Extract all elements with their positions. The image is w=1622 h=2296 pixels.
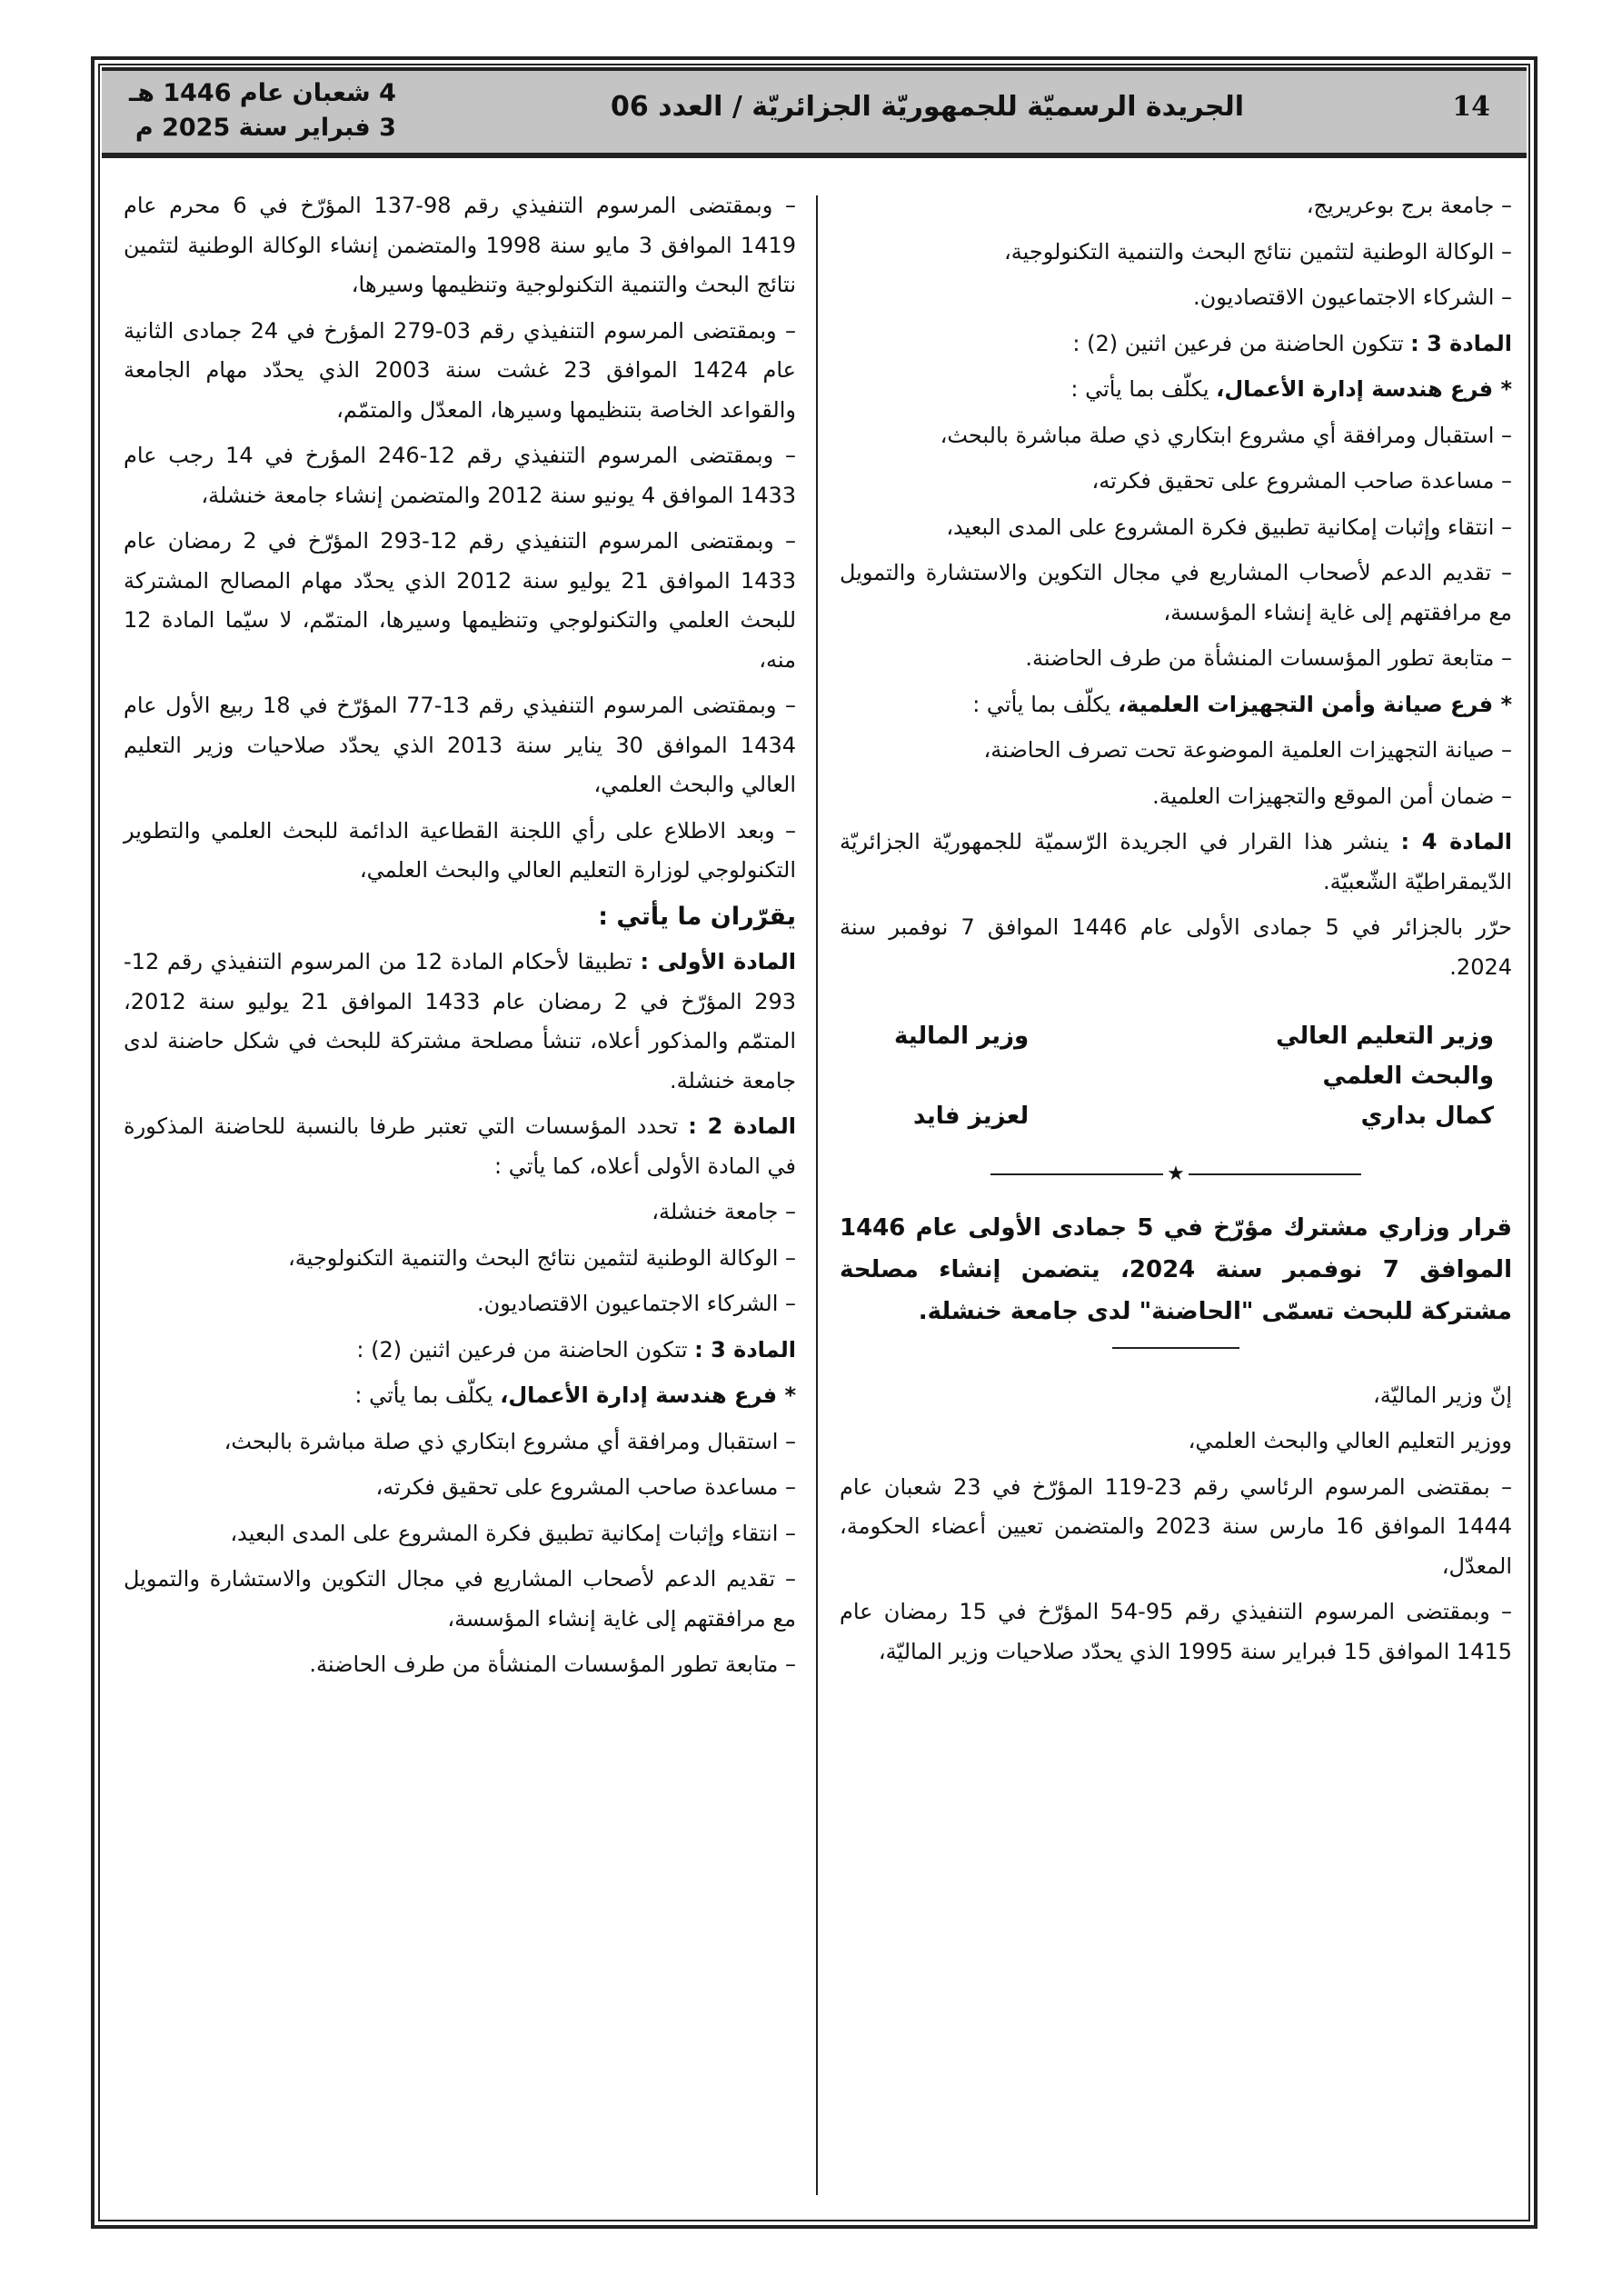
paragraph: [840, 416, 1512, 456]
paragraph-text: – مساعدة صاحب المشروع على تحقيق فكرته،: [1091, 468, 1512, 494]
paragraph: [840, 1592, 1512, 1672]
paragraph: [840, 639, 1512, 679]
paragraph: [840, 186, 1512, 226]
gazette-title: الجريدة الرسميّة للجمهوريّة الجزائريّة / العدد 06: [611, 91, 1245, 123]
paragraph: [124, 186, 796, 305]
paragraph-text: – صيانة التجهيزات العلمية الموضوعة تحت تصرف الحاضنة،: [983, 737, 1512, 763]
paragraph-text: تحدد المؤسسات التي تعتبر طرفا بالنسبة للحاضنة المذكورة في المادة الأولى أعلاه، كما يأتي :: [124, 1113, 796, 1179]
column-divider: [816, 195, 818, 2195]
paragraph-text: – مساعدة صاحب المشروع على تحقيق فكرته،: [375, 1474, 796, 1500]
minister-title: وزير التعليم العالي والبحث العلمي: [1276, 1023, 1494, 1090]
article-label: المادة 2 :: [688, 1113, 796, 1139]
signatures: [894, 1016, 1494, 1136]
paragraph-text: – وبمقتضى المرسوم التنفيذي رقم 12-293 المؤرّخ في 2 رمضان عام 1433 الموافق 21 يوليو سنة 2012 الذي يحدّد مهام المصالح المشتركة للبحث العلمي والتكنولوجي وتنظيمها وسيرها، المتمّم، لا سيّما المادة 12 منه،: [124, 528, 797, 673]
left-column: [124, 186, 796, 1692]
issue-date: [129, 76, 396, 145]
paragraph-text: تتكون الحاضنة من فرعين اثنين (2) :: [1072, 330, 1411, 356]
paragraph-text: – استقبال ومرافقة أي مشروع ابتكاري ذي صلة مباشرة بالبحث،: [940, 422, 1512, 448]
article-label: المادة الأولى :: [640, 949, 796, 974]
paragraph: [840, 324, 1512, 364]
right-column: [840, 186, 1512, 1678]
paragraph: [124, 522, 796, 680]
paragraph-text: – متابعة تطور المؤسسات المنشأة من طرف الحاضنة.: [309, 1652, 796, 1677]
paragraph: [840, 508, 1512, 548]
paragraph-text: ووزير التعليم العالي والبحث العلمي،: [1188, 1428, 1512, 1453]
paragraph-text: – تقديم الدعم لأصحاب المشاريع في مجال التكوين والاستشارة والتمويل مع مرافقتهم إلى غاية إنشاء المؤسسة،: [840, 560, 1512, 625]
paragraph: [840, 823, 1512, 902]
paragraph-text: – وبمقتضى المرسوم التنفيذي رقم 98-137 المؤرّخ في 6 محرم عام 1419 الموافق 3 مايو سنة 1998 والمتضمن إنشاء الوكالة الوطنية لتثمين نتائج البحث والتنمية التكنولوجية وتنظيمها وسيرها،: [124, 193, 796, 297]
minister-name: كمال بداري: [1360, 1103, 1494, 1130]
paragraph: [124, 1514, 796, 1554]
paragraph-text: – انتقاء وإثبات إمكانية تطبيق فكرة المشروع على المدى البعيد،: [230, 1520, 796, 1546]
paragraph: [124, 1107, 796, 1186]
paragraph: [124, 312, 796, 431]
paragraph: [124, 1193, 796, 1233]
article-label: المادة 4 :: [1400, 829, 1512, 854]
gregorian-date: 3 فبراير سنة 2025 م: [134, 114, 396, 142]
article-label: * فرع هندسة إدارة الأعمال،: [1216, 376, 1512, 402]
paragraph: [840, 1422, 1512, 1462]
title-underline: [1112, 1347, 1239, 1349]
article-label: * فرع هندسة إدارة الأعمال،: [500, 1383, 796, 1408]
paragraph-text: – تقديم الدعم لأصحاب المشاريع في مجال التكوين والاستشارة والتمويل مع مرافقتهم إلى غاية إنشاء المؤسسة،: [124, 1566, 796, 1632]
page-number: 14: [1452, 91, 1490, 123]
paragraph-text: – جامعة برج بوعريريج،: [1306, 193, 1512, 218]
paragraph: [840, 554, 1512, 633]
minister-name: لعزيز فايد: [912, 1103, 1030, 1130]
left-paragraphs: [124, 186, 796, 1685]
right-paragraphs-top: [840, 186, 1512, 987]
paragraph-text: – استقبال ومرافقة أي مشروع ابتكاري ذي صلة مباشرة بالبحث،: [224, 1428, 796, 1454]
paragraph: [124, 436, 796, 515]
paragraph-text: – وبمقتضى المرسوم التنفيذي رقم 13-77 المؤرّخ في 18 ربيع الأول عام 1434 الموافق 30 يناير سنة 2013 الذي يحدّد صلاحيات وزير التعليم العالي والبحث العلمي،: [124, 693, 797, 797]
article-label: يقرّران ما يأتي :: [598, 902, 796, 931]
paragraph: [124, 1560, 796, 1639]
paragraph-text: يكلّف بما يأتي :: [354, 1383, 501, 1408]
right-paragraphs-bottom: [840, 1376, 1512, 1672]
article-label: المادة 3 :: [694, 1336, 796, 1363]
paragraph-text: – وبعد الاطلاع على رأي اللجنة القطاعية الدائمة للبحث العلمي والتطوير التكنولوجي لوزارة التعليم العالي والبحث العلمي،: [124, 817, 796, 883]
paragraph-text: – وبمقتضى المرسوم التنفيذي رقم 12-246 المؤرخ في 14 رجب عام 1433 الموافق 4 يونيو سنة 2012 والمتضمن إنشاء جامعة خنشلة،: [124, 443, 796, 508]
paragraph-text: – الشركاء الاجتماعيون الاقتصاديون.: [1193, 285, 1512, 310]
paragraph: [840, 278, 1512, 318]
paragraph-text: – جامعة خنشلة،: [652, 1199, 796, 1224]
paragraph: [840, 1376, 1512, 1416]
minister-title: وزير المالية: [894, 1023, 1030, 1050]
paragraph: [124, 1468, 796, 1508]
paragraph: [840, 1468, 1512, 1587]
article-label: * فرع صيانة وأمن التجهيزات العلمية،: [1118, 691, 1512, 717]
paragraph-text: يكلّف بما يأتي :: [972, 691, 1119, 717]
paragraph-text: – وبمقتضى المرسوم التنفيذي رقم 03-279 المؤرخ في 24 جمادى الثانية عام 1424 الموافق 23 غشت سنة 2003 الذي يحدّد مهام الجامعة والقواعد الخاصة بتنظيمها وسيرها، المعدّل والمتمّم،: [124, 317, 797, 423]
paragraph-text: – الوكالة الوطنية لتثمين نتائج البحث والتنمية التكنولوجية،: [1004, 238, 1512, 265]
paragraph-text: حرّر بالجزائر في 5 جمادى الأولى عام 1446 الموافق 7 نوفمبر سنة 2024.: [840, 914, 1512, 980]
paragraph-text: – متابعة تطور المؤسسات المنشأة من طرف الحاضنة.: [1025, 645, 1512, 671]
paragraph: [124, 1645, 796, 1685]
decision-title: قرار وزاري مشترك مؤرّخ في 5 جمادى الأولى عام 1446 الموافق 7 نوفمبر سنة 2024، يتضمن إنشاء مصلحة مشتركة للبحث تسمّى "الحاضنة" لدى جامعة خنشلة.: [840, 1213, 1513, 1325]
star-icon: ★: [1167, 1163, 1185, 1185]
paragraph: [124, 1423, 796, 1462]
hijri-date: 4 شعبان عام 1446 هـ: [129, 79, 396, 107]
paragraph: [840, 777, 1512, 817]
paragraph: [124, 943, 796, 1101]
paragraph: [124, 686, 796, 805]
paragraph: [124, 1284, 796, 1324]
signature-higher-education: [1267, 1016, 1494, 1136]
paragraph-text: تطبيقا لأحكام المادة 12 من المرسوم التنفيذي رقم 12-293 المؤرّخ في 2 رمضان عام 1433 الموافق 21 يوليو سنة 2012، المتمّم والمذكور أعلاه، تنشأ مصلحة مشتركة للبحث في شكل حاضنة لدى جامعة خنشلة.: [124, 949, 797, 1093]
gazette-header: [102, 67, 1527, 158]
paragraph: [840, 370, 1512, 410]
paragraph-text: إنّ وزير الماليّة،: [1373, 1382, 1512, 1408]
paragraph: [840, 233, 1512, 273]
paragraph: [124, 1331, 796, 1371]
paragraph: [840, 908, 1512, 987]
paragraph-text: – ضمان أمن الموقع والتجهيزات العلمية.: [1152, 783, 1512, 809]
paragraph: [840, 731, 1512, 771]
paragraph: [840, 685, 1512, 725]
section-heading: [124, 897, 796, 937]
paragraph-text: – الشركاء الاجتماعيون الاقتصاديون.: [477, 1291, 796, 1316]
signature-finance: [894, 1016, 1029, 1136]
paragraph-text: – وبمقتضى المرسوم التنفيذي رقم 95-54 المؤرّخ في 15 رمضان عام 1415 الموافق 15 فبراير سنة 1995 الذي يحدّد صلاحيات وزير الماليّة،: [840, 1599, 1512, 1664]
paragraph: [124, 1376, 796, 1416]
section-separator: [840, 1154, 1512, 1194]
paragraph-text: – بمقتضى المرسوم الرئاسي رقم 23-119 المؤرّخ في 23 شعبان عام 1444 الموافق 16 مارس سنة 2023 والمتضمن تعيين أعضاء الحكومة، المعدّل،: [840, 1473, 1512, 1579]
paragraph: [124, 1239, 796, 1279]
paragraph-text: – الوكالة الوطنية لتثمين نتائج البحث والتنمية التكنولوجية،: [288, 1244, 796, 1271]
paragraph-text: تتكون الحاضنة من فرعين اثنين (2) :: [356, 1336, 695, 1363]
paragraph: [124, 812, 796, 891]
paragraph: [840, 462, 1512, 502]
paragraph-text: ينشر هذا القرار في الجريدة الرّسميّة للجمهوريّة الجزائريّة الدّيمقراطيّة الشّعبيّة.: [840, 829, 1512, 894]
paragraph-text: يكلّف بما يأتي :: [1070, 376, 1217, 402]
paragraph-text: – انتقاء وإثبات إمكانية تطبيق فكرة المشروع على المدى البعيد،: [946, 514, 1512, 540]
article-label: المادة 3 :: [1410, 330, 1512, 356]
